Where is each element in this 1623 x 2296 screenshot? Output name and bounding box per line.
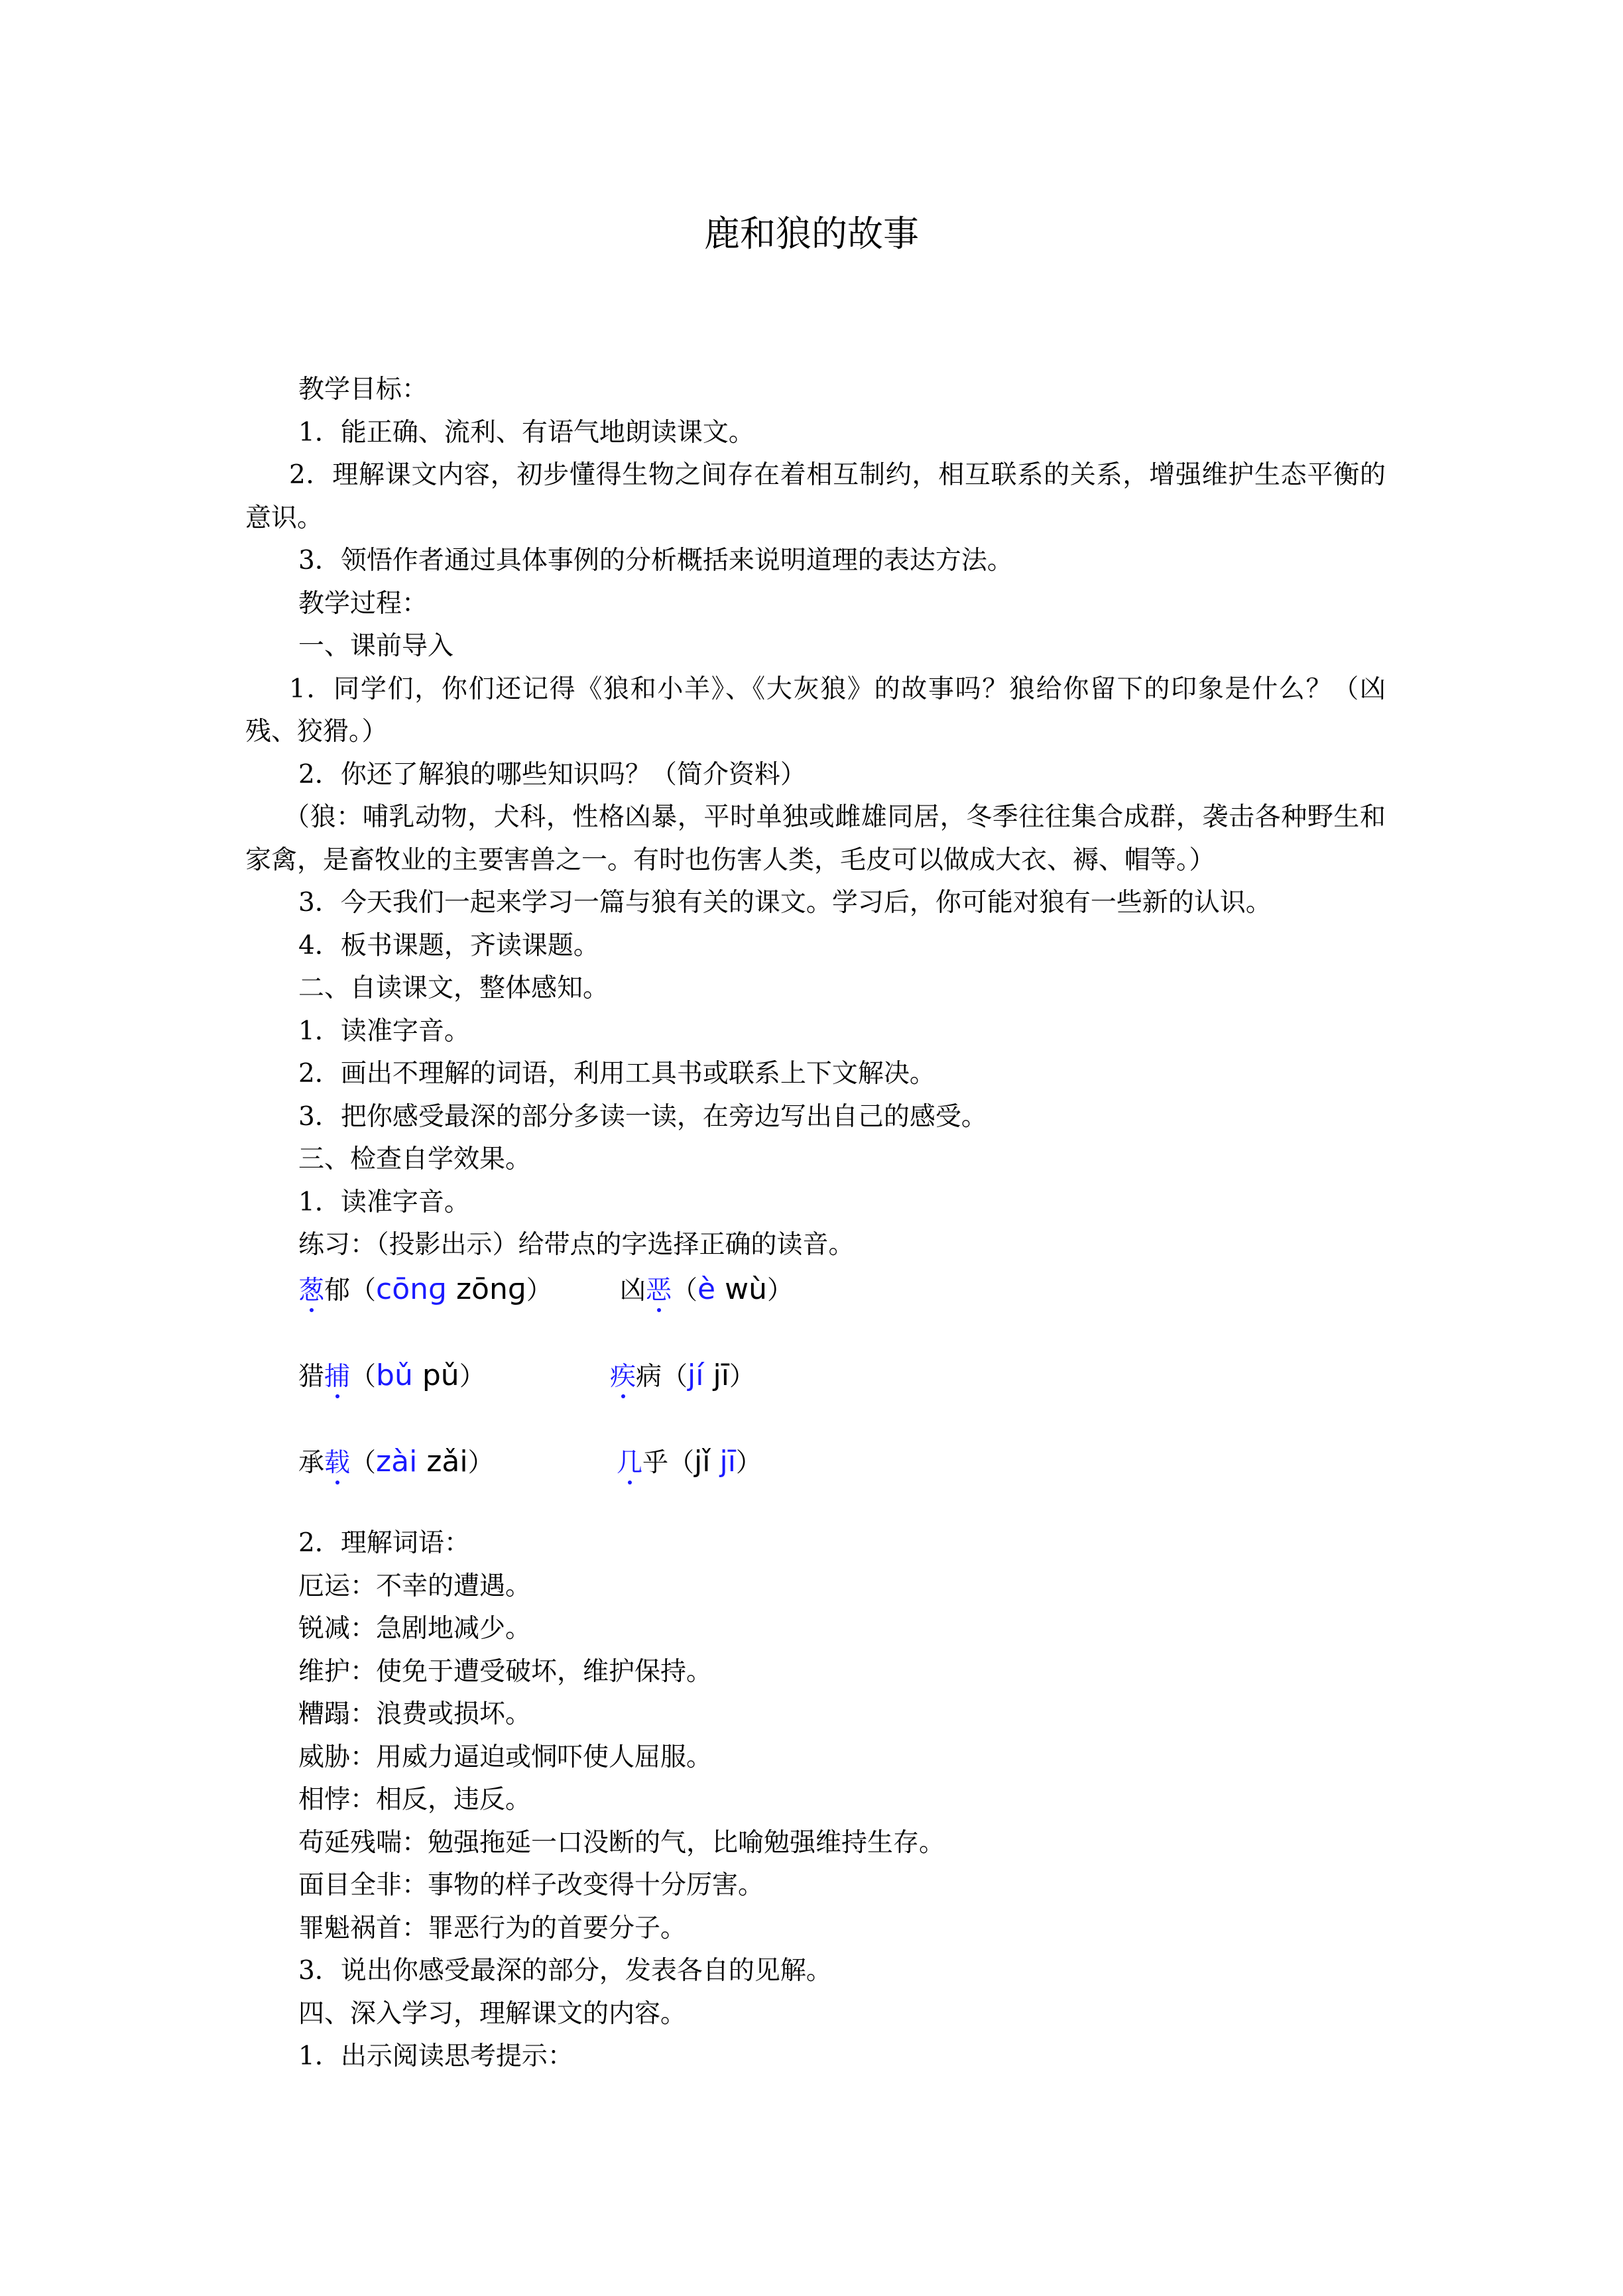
paragraph: 维护：使免于遭受破坏，维护保持。 bbox=[298, 1656, 713, 1687]
pinyin-option: jī bbox=[710, 1445, 736, 1479]
dotted-char: 捕 bbox=[324, 1362, 351, 1392]
pinyin-option: bǔ bbox=[376, 1359, 413, 1392]
pinyin-option: è bbox=[697, 1272, 716, 1306]
paragraph: 2．画出不理解的词语，利用工具书或联系上下文解决。 bbox=[298, 1059, 935, 1089]
dotted-char: 葱 bbox=[298, 1276, 325, 1305]
paren-close: ） bbox=[467, 1448, 494, 1478]
paren-close: ） bbox=[526, 1276, 552, 1305]
pinyin-item bbox=[298, 1266, 552, 1314]
paragraph: 1．同学们，你们还记得《狼和小羊》、《大灰狼》的故事吗？狼给你留下的印象是什么？（凶残、狡猾。） bbox=[245, 674, 1386, 747]
pinyin-row bbox=[298, 1266, 1293, 1353]
paragraph: 3．今天我们一起来学习一篇与狼有关的课文。学习后，你可能对狼有一些新的认识。 bbox=[298, 888, 1272, 918]
pinyin-item bbox=[298, 1353, 485, 1400]
paren-open: （ bbox=[350, 1362, 377, 1392]
paragraph: 教学过程： bbox=[298, 588, 428, 619]
word-pre: 承 bbox=[298, 1448, 325, 1478]
section-objectives-and-process bbox=[245, 369, 1386, 1267]
word-rest: 乎（ bbox=[642, 1448, 695, 1478]
paragraph: 2．理解词语： bbox=[298, 1528, 470, 1558]
paragraph: 厄运：不幸的遭遇。 bbox=[298, 1571, 532, 1601]
pinyin-option: jí bbox=[688, 1359, 704, 1392]
paragraph: 二、自读课文，整体感知。 bbox=[298, 973, 609, 1003]
pinyin-option: cōnɡ bbox=[376, 1272, 447, 1306]
paragraph: 3．说出你感受最深的部分，发表各自的见解。 bbox=[298, 1956, 832, 1986]
pinyin-item bbox=[298, 1439, 494, 1486]
paragraph: 3．把你感受最深的部分多读一读，在旁边写出自己的感受。 bbox=[298, 1101, 987, 1132]
pinyin-option: jī bbox=[703, 1359, 729, 1392]
dotted-char: 疾 bbox=[610, 1362, 636, 1392]
paren-close: ） bbox=[766, 1276, 793, 1305]
paren-open: （ bbox=[672, 1276, 698, 1305]
paragraph: 2．理解课文内容，初步懂得生物之间存在着相互制约，相互联系的关系，增强维护生态平衡的意识。 bbox=[245, 460, 1386, 533]
paragraph: 1．能正确、流利、有语气地朗读课文。 bbox=[298, 417, 754, 448]
paren-open: （ bbox=[350, 1448, 377, 1478]
pinyin-option: wù bbox=[715, 1272, 767, 1306]
paragraph: 四、深入学习，理解课文的内容。 bbox=[298, 1998, 687, 2029]
paragraph: 1．出示阅读思考提示： bbox=[298, 2041, 573, 2071]
pinyin-option: jǐ bbox=[694, 1445, 711, 1479]
section-vocabulary-and-study bbox=[245, 1522, 1386, 2079]
pinyin-item bbox=[617, 1439, 762, 1486]
paragraph: 三、检查自学效果。 bbox=[298, 1144, 532, 1174]
paragraph: 3．领悟作者通过具体事例的分析概括来说明道理的表达方法。 bbox=[298, 546, 1013, 575]
word-rest: 病（ bbox=[636, 1362, 688, 1392]
paragraph: 1．读准字音。 bbox=[298, 1187, 470, 1217]
paragraph: 2．你还了解狼的哪些知识吗？（简介资料） bbox=[298, 759, 806, 790]
pinyin-exercise bbox=[298, 1266, 1293, 1525]
paren-close: ） bbox=[729, 1362, 755, 1392]
paragraph: （狼：哺乳动物，犬科，性格凶暴，平时单独或雌雄同居，冬季往往集合成群，袭击各种野生和家禽，是畜牧业的主要害兽之一。有时也伤害人类，毛皮可以做成大衣、褥、帽等。） bbox=[245, 802, 1386, 875]
page-title: 鹿和狼的故事 bbox=[704, 213, 919, 255]
paragraph: 练习：（投影出示）给带点的字选择正确的读音。 bbox=[298, 1230, 855, 1260]
paragraph: 相悖：相反，违反。 bbox=[298, 1785, 532, 1815]
paren-close: ） bbox=[459, 1362, 485, 1392]
paragraph: 锐减：急剧地减少。 bbox=[298, 1614, 532, 1644]
pinyin-option: zōnɡ bbox=[446, 1272, 526, 1306]
dotted-char: 恶 bbox=[646, 1276, 672, 1305]
pinyin-row bbox=[298, 1353, 1293, 1439]
pinyin-option: zài bbox=[376, 1445, 418, 1479]
paren-close: ） bbox=[735, 1448, 762, 1478]
paragraph: 威胁：用威力逼迫或恫吓使人屈服。 bbox=[298, 1742, 713, 1772]
pinyin-option: pǔ bbox=[412, 1359, 459, 1392]
paragraph: 罪魁祸首：罪恶行为的首要分子。 bbox=[298, 1913, 687, 1943]
pinyin-option: zǎi bbox=[417, 1445, 468, 1479]
paragraph: 糟蹋：浪费或损坏。 bbox=[298, 1699, 532, 1729]
paragraph: 4．板书课题，齐读课题。 bbox=[298, 930, 599, 961]
paragraph: 苟延残喘：勉强拖延一口没断的气，比喻勉强维持生存。 bbox=[298, 1827, 945, 1858]
pinyin-item bbox=[620, 1266, 793, 1314]
word-pre: 凶 bbox=[620, 1276, 646, 1305]
pinyin-item bbox=[610, 1353, 755, 1400]
paragraph: 1．读准字音。 bbox=[298, 1016, 470, 1046]
word-rest: 郁（ bbox=[324, 1276, 377, 1305]
word-pre: 猎 bbox=[298, 1362, 325, 1392]
dotted-char: 几 bbox=[617, 1448, 643, 1478]
pinyin-row bbox=[298, 1439, 1293, 1525]
paragraph: 面目全非：事物的样子改变得十分厉害。 bbox=[298, 1870, 764, 1900]
dotted-char: 载 bbox=[324, 1448, 351, 1478]
paragraph: 一、课前导入 bbox=[298, 631, 454, 661]
paragraph: 教学目标： bbox=[298, 375, 428, 404]
